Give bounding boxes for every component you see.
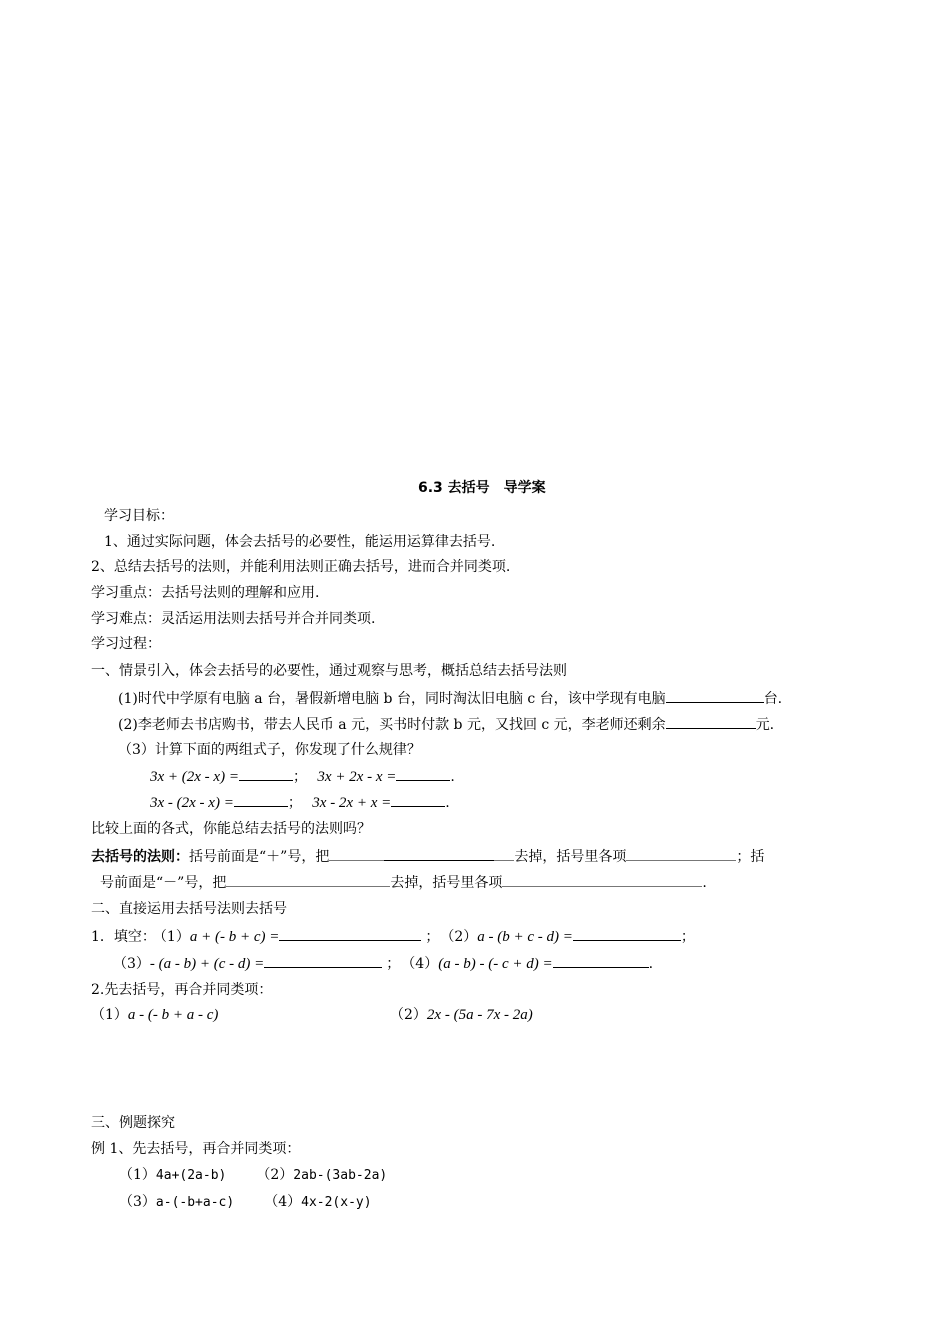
- answer-blank[interactable]: [234, 792, 288, 807]
- expression: a-(-b+a-c): [155, 1195, 235, 1210]
- expression: 2x - (5a - 7x - 2a): [426, 1007, 533, 1023]
- rule-text: .: [702, 875, 707, 891]
- question-1-text: (1)时代中学原有电脑 a 台，暑假新增电脑 b 台，同时淘汰旧电脑 c 台，该中学现有电脑: [118, 691, 666, 707]
- rule-label: 去括号的法则：: [91, 849, 189, 865]
- expression: - (a - b) + (c - d) =: [149, 956, 265, 972]
- rule-line-1: [91, 846, 764, 866]
- problem-number: （2）: [447, 929, 478, 945]
- period: .: [648, 956, 654, 972]
- separator: ；: [425, 929, 440, 945]
- process-heading: 学习过程：: [91, 636, 161, 652]
- example-row-2: [119, 1192, 372, 1212]
- problem-number: （2）: [256, 1167, 294, 1183]
- expression: 3x - (2x - x) =: [150, 795, 234, 811]
- problem-number: （4）: [408, 956, 439, 972]
- rule-text: 号前面是“－”号，把: [100, 875, 227, 891]
- difficulty: 学习难点：灵活运用法则去括号并合并同类项.: [91, 611, 376, 627]
- answer-blank[interactable]: [494, 846, 514, 861]
- question-2-text: (2)李老师去书店购书，带去人民币 a 元，买书时付款 b 元，又找回 c 元，李老师还剩余: [118, 717, 666, 733]
- fill-row-1: [91, 926, 695, 946]
- answer-blank[interactable]: [279, 926, 421, 941]
- separator: ；: [386, 956, 401, 972]
- combine-problem-2: [390, 1005, 533, 1025]
- expression: a - (b + c - d) =: [477, 929, 573, 945]
- goal-item-1: 1、通过实际问题，体会去括号的必要性，能运用运算律去括号.: [104, 534, 496, 550]
- period: .: [445, 795, 450, 811]
- answer-blank[interactable]: [384, 846, 494, 861]
- expression-row-2: [150, 792, 450, 812]
- separator: ；: [680, 929, 695, 945]
- problem-number: （1）: [159, 929, 190, 945]
- answer-blank[interactable]: [239, 766, 293, 781]
- answer-blank[interactable]: [264, 953, 382, 968]
- fill-row-2: [113, 953, 653, 973]
- answer-blank[interactable]: [626, 846, 736, 861]
- answer-blank[interactable]: [666, 714, 756, 729]
- separator: ；: [287, 795, 302, 811]
- rule-text: 括号前面是“＋”号，把: [189, 849, 330, 865]
- expression: a - (- b + a - c): [127, 1007, 219, 1023]
- fill-label: 1．填空：: [91, 929, 156, 945]
- section3-heading: 三、例题探究: [91, 1115, 175, 1131]
- separator: ；: [292, 769, 307, 785]
- problem-number: （4）: [264, 1194, 302, 1210]
- page-title: 6.3 去括号 导学案: [418, 480, 546, 496]
- expression: 3x + (2x - x) =: [150, 769, 239, 785]
- question-3: （3）计算下面的两组式子，你发现了什么规律？: [118, 742, 421, 758]
- rule-text: ；括: [736, 849, 765, 865]
- example-row-1: [119, 1165, 387, 1185]
- expression: 3x - 2x + x =: [312, 795, 392, 811]
- question-1: [118, 688, 782, 708]
- question-2-end: 元.: [755, 717, 775, 733]
- answer-blank[interactable]: [553, 953, 649, 968]
- question-2: [118, 714, 774, 734]
- answer-blank[interactable]: [226, 872, 390, 887]
- problem-number: （1）: [119, 1167, 156, 1183]
- period: .: [450, 769, 455, 785]
- expression-row-1: [150, 766, 455, 786]
- answer-blank[interactable]: [502, 872, 702, 887]
- answer-blank[interactable]: [666, 688, 764, 703]
- problem-number: （2）: [390, 1007, 427, 1023]
- key-point: 学习重点：去括号法则的理解和应用.: [91, 585, 320, 601]
- expression: 4x-2(x-y): [301, 1195, 372, 1210]
- section2-heading: 二、直接运用去括号法则去括号: [91, 901, 287, 917]
- combine-label: 2.先去括号，再合并同类项：: [91, 982, 273, 998]
- compare-prompt: 比较上面的各式，你能总结去括号的法则吗？: [91, 821, 371, 837]
- expression: 2ab-(3ab-2a): [293, 1168, 388, 1183]
- problem-number: （3）: [119, 1194, 156, 1210]
- answer-blank[interactable]: [329, 846, 384, 861]
- goals-heading: 学习目标：: [104, 508, 174, 524]
- problem-number: （3）: [113, 956, 150, 972]
- answer-blank[interactable]: [391, 792, 445, 807]
- rule-line-2: [100, 872, 707, 892]
- section1-heading: 一、情景引入，体会去括号的必要性，通过观察与思考，概括总结去括号法则: [91, 663, 567, 679]
- answer-blank[interactable]: [396, 766, 450, 781]
- expression: (a - b) - (- c + d) =: [438, 956, 553, 972]
- example-label: 例 1、先去括号，再合并同类项：: [91, 1141, 301, 1157]
- rule-text: 去掉，括号里各项: [514, 849, 627, 865]
- answer-blank[interactable]: [573, 926, 681, 941]
- expression: 3x + 2x - x =: [317, 769, 397, 785]
- expression: a + (- b + c) =: [189, 929, 280, 945]
- problem-number: （1）: [91, 1007, 128, 1023]
- combine-problem-1: [91, 1005, 218, 1025]
- rule-text: 去掉，括号里各项: [390, 875, 503, 891]
- goal-item-2: 2、总结去括号的法则，并能利用法则正确去括号，进而合并同类项.: [91, 559, 511, 575]
- question-1-end: 台.: [763, 691, 783, 707]
- expression: 4a+(2a-b): [155, 1168, 227, 1183]
